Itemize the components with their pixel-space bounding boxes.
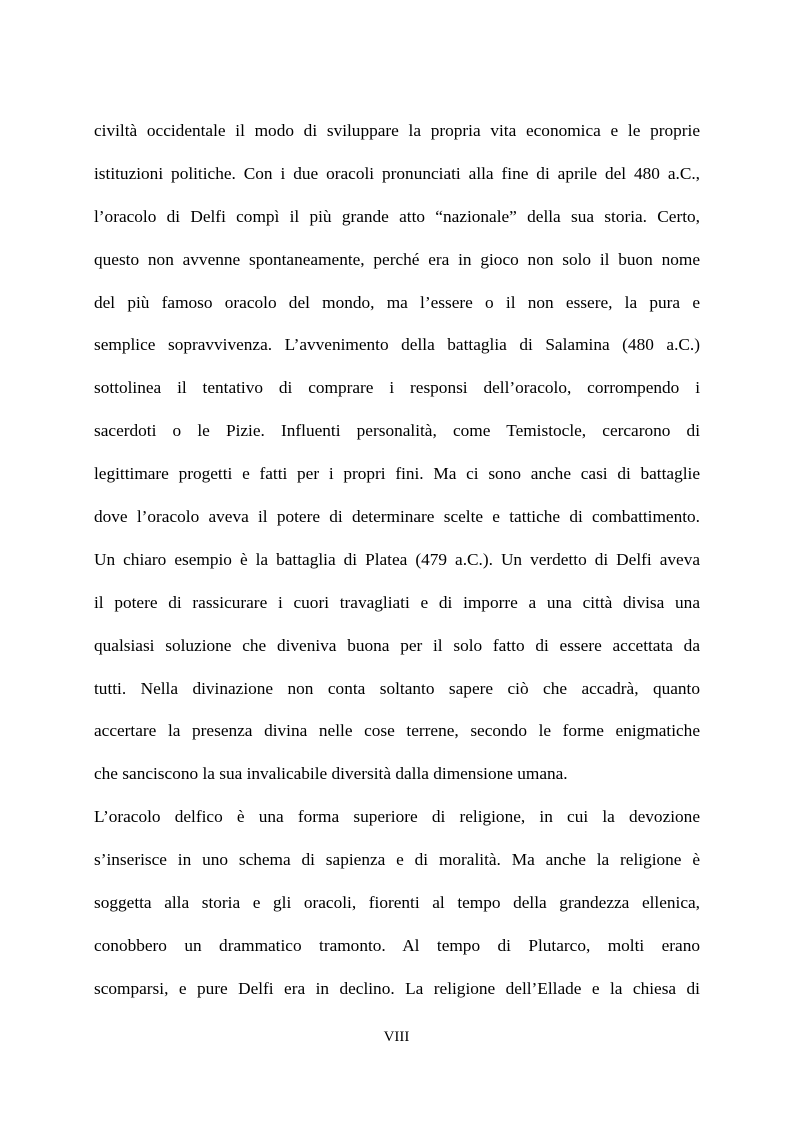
text-line: s’inserisce in uno schema di sapienza e di moralità. Ma anche la religione è: [94, 850, 700, 870]
text-line: sacerdoti o le Pizie. Influenti personalità, come Temistocle, cercarono di: [94, 421, 700, 441]
text-line: istituzioni politiche. Con i due oracoli pronunciati alla fine di aprile del 480 a.C.,: [94, 163, 700, 183]
text-line: civiltà occidentale il modo di sviluppare la propria vita economica e le proprie: [94, 121, 700, 140]
page-number: VIII: [383, 1029, 410, 1045]
paragraph-2: [94, 796, 700, 1010]
text-line: legittimare progetti e fatti per i propri fini. Ma ci sono anche casi di battaglie: [94, 464, 700, 484]
text-line: del più famoso oracolo del mondo, ma l’essere o il non essere, la pura e: [94, 292, 700, 312]
text-line: sottolinea il tentativo di comprare i responsi dell’oracolo, corrompendo i: [94, 378, 700, 398]
text-line: l’oracolo di Delfi compì il più grande atto “nazionale” della sua storia. Certo,: [94, 206, 700, 226]
text-line: dove l’oracolo aveva il potere di determinare scelte e tattiche di combattimento.: [94, 507, 700, 527]
text-line: accertare la presenza divina nelle cose terrene, secondo le forme enigmatiche: [94, 721, 700, 741]
text-line: conobbero un drammatico tramonto. Al tempo di Plutarco, molti erano: [94, 935, 700, 955]
text-line: il potere di rassicurare i cuori travagliati e di imporre a una città divisa una: [94, 592, 700, 612]
text-line: qualsiasi soluzione che diveniva buona per il solo fatto di essere accettata da: [94, 635, 700, 655]
text-line: questo non avvenne spontaneamente, perché era in gioco non solo il buon nome: [94, 249, 700, 269]
text-line: Un chiaro esempio è la battaglia di Platea (479 a.C.). Un verdetto di Delfi aveva: [94, 549, 700, 569]
paragraph-1: [94, 110, 700, 796]
text-line: scomparsi, e pure Delfi era in declino. La religione dell’Ellade e la chiesa di: [94, 978, 700, 998]
text-line: L’oracolo delfico è una forma superiore di religione, in cui la devozione: [94, 807, 700, 827]
body-text: [94, 110, 700, 1011]
text-line: soggetta alla storia e gli oracoli, fiorenti al tempo della grandezza ellenica,: [94, 893, 700, 913]
text-line: tutti. Nella divinazione non conta soltanto sapere ciò che accadrà, quanto: [94, 678, 700, 698]
text-line: che sanciscono la sua invalicabile diversità dalla dimensione umana.: [94, 764, 568, 784]
text-line: semplice sopravvivenza. L’avvenimento della battaglia di Salamina (480 a.C.): [94, 335, 700, 355]
